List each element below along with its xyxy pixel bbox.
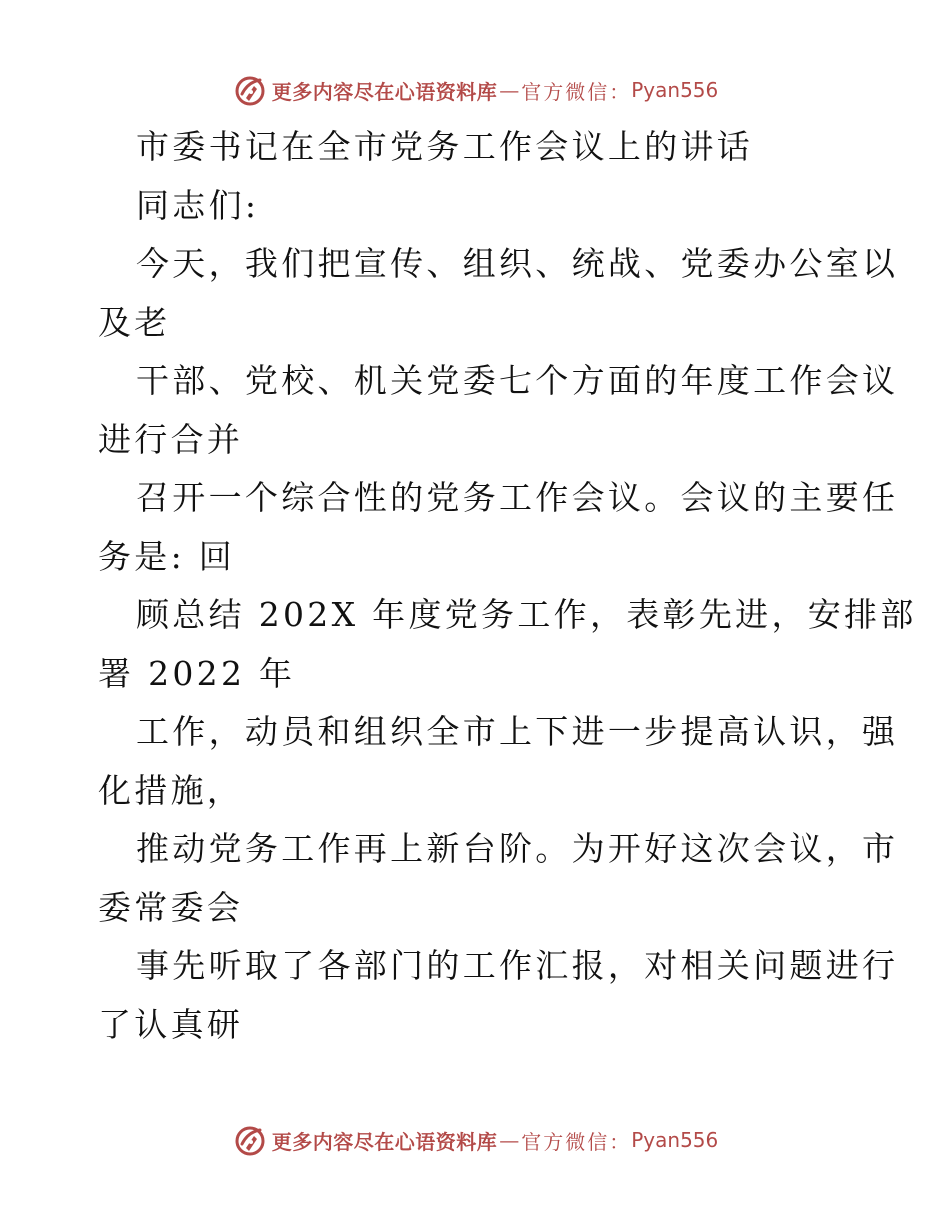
paragraph-line: 召开一个综合性的党务工作会议。会议的主要任	[136, 478, 899, 517]
salutation: 同志们:	[136, 185, 260, 225]
paragraph-line: 干部、党校、机关党委七个方面的年度工作会议	[136, 361, 899, 400]
paragraph-line: 工作，动员和组织全市上下进一步提高认识，强	[136, 712, 899, 751]
paragraph-line: 推动党务工作再上新台阶。为开好这次会议，市	[136, 829, 899, 868]
paragraph-line: 委常委会	[98, 887, 244, 927]
banner-site-name: 更多内容尽在心语资料库	[271, 79, 498, 104]
paragraph-line: 化措施，	[98, 770, 244, 810]
banner-wechat-label: 官方微信：	[521, 1129, 632, 1154]
paragraph-line: 事先听取了各部门的工作汇报，对相关问题进行	[136, 946, 899, 985]
document-title: 市委书记在全市党务工作会议上的讲话	[136, 127, 754, 166]
banner-wechat-label: 官方微信：	[521, 79, 632, 104]
header-banner	[0, 70, 950, 110]
footer-banner	[0, 1120, 950, 1160]
paragraph-line: 署 2022 年	[98, 653, 296, 693]
paragraph-line: 务是: 回	[98, 536, 236, 576]
paragraph-line: 及老	[98, 302, 171, 342]
banner-site-name: 更多内容尽在心语资料库	[271, 1129, 498, 1154]
document-body	[98, 118, 917, 1054]
banner-wechat-id: Pyan556	[631, 78, 719, 102]
paragraph-line: 顾总结 202X 年度党务工作，表彰先进，安排部	[136, 595, 917, 634]
pen-swirl-logo-icon	[232, 1122, 268, 1158]
banner-dash: —	[499, 78, 520, 102]
paragraph-line: 今天，我们把宣传、组织、统战、党委办公室以	[136, 244, 899, 283]
pen-swirl-logo-icon	[232, 72, 268, 108]
paragraph-line: 了认真研	[98, 1004, 244, 1044]
paragraph-line: 进行合并	[98, 419, 244, 459]
banner-dash: —	[499, 1128, 520, 1152]
banner-wechat-id: Pyan556	[631, 1128, 719, 1152]
